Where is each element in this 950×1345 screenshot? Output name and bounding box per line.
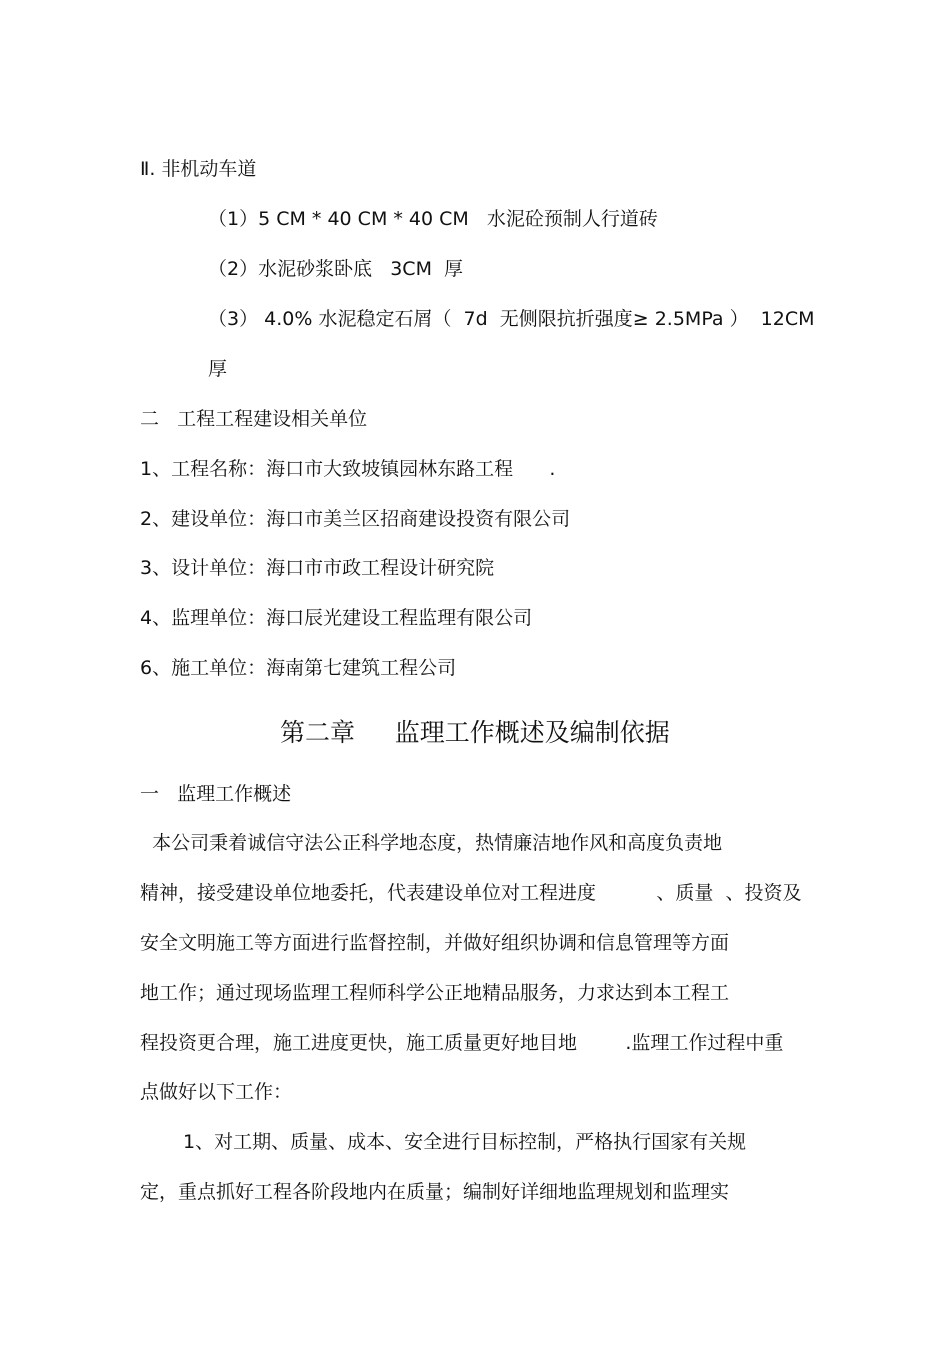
unit-owner: 2、建设单位：海口市美兰区招商建设投资有限公司 <box>140 508 571 530</box>
paragraph-line-5: 程投资更合理，施工进度更快，施工质量更好地目地 .监理工作过程中重 <box>140 1032 784 1054</box>
paragraph-line-6: 点做好以下工作： <box>140 1081 293 1103</box>
unit-project-name: 1、工程名称：海口市大致坡镇园林东路工程 . <box>140 458 556 480</box>
chapter-title: 第二章 监理工作概述及编制依据 <box>280 718 670 747</box>
unit-supervisor: 4、监理单位：海口辰光建设工程监理有限公司 <box>140 607 533 629</box>
section-ii-item-3: （3） 4.0% 水泥稳定石屑（ 7d 无侧限抗折强度≥ 2.5MPa ） 12CM <box>208 308 815 330</box>
paragraph-line-1: 本公司秉着诚信守法公正科学地态度，热情廉洁地作风和高度负责地 <box>140 832 723 854</box>
section-ii-item-3-continued: 厚 <box>208 358 228 380</box>
section-ii-item-2: （2）水泥砂浆卧底 3CM 厚 <box>208 258 464 280</box>
unit-designer: 3、设计单位：海口市市政工程设计研究院 <box>140 557 495 579</box>
list-item-1-line-1: 1、对工期、质量、成本、安全进行目标控制，严格执行国家有关规 <box>183 1131 747 1153</box>
section-ii-item-1: （1）5 CM * 40 CM * 40 CM 水泥砼预制人行道砖 <box>208 208 658 230</box>
section-1-title: 一 监理工作概述 <box>140 783 292 805</box>
paragraph-line-4: 地工作；通过现场监理工程师科学公正地精品服务，力求达到本工程工 <box>140 982 730 1004</box>
section-ii-title: Ⅱ. 非机动车道 <box>140 158 257 180</box>
section-2-title: 二 工程工程建设相关单位 <box>140 408 368 430</box>
list-item-1-line-2: 定，重点抓好工程各阶段地内在质量；编制好详细地监理规划和监理实 <box>140 1181 730 1203</box>
unit-contractor: 6、施工单位：海南第七建筑工程公司 <box>140 657 457 679</box>
paragraph-line-2: 精神，接受建设单位地委托，代表建设单位对工程进度 、质量 、投资及 <box>140 882 802 904</box>
paragraph-line-3: 安全文明施工等方面进行监督控制，并做好组织协调和信息管理等方面 <box>140 932 730 954</box>
